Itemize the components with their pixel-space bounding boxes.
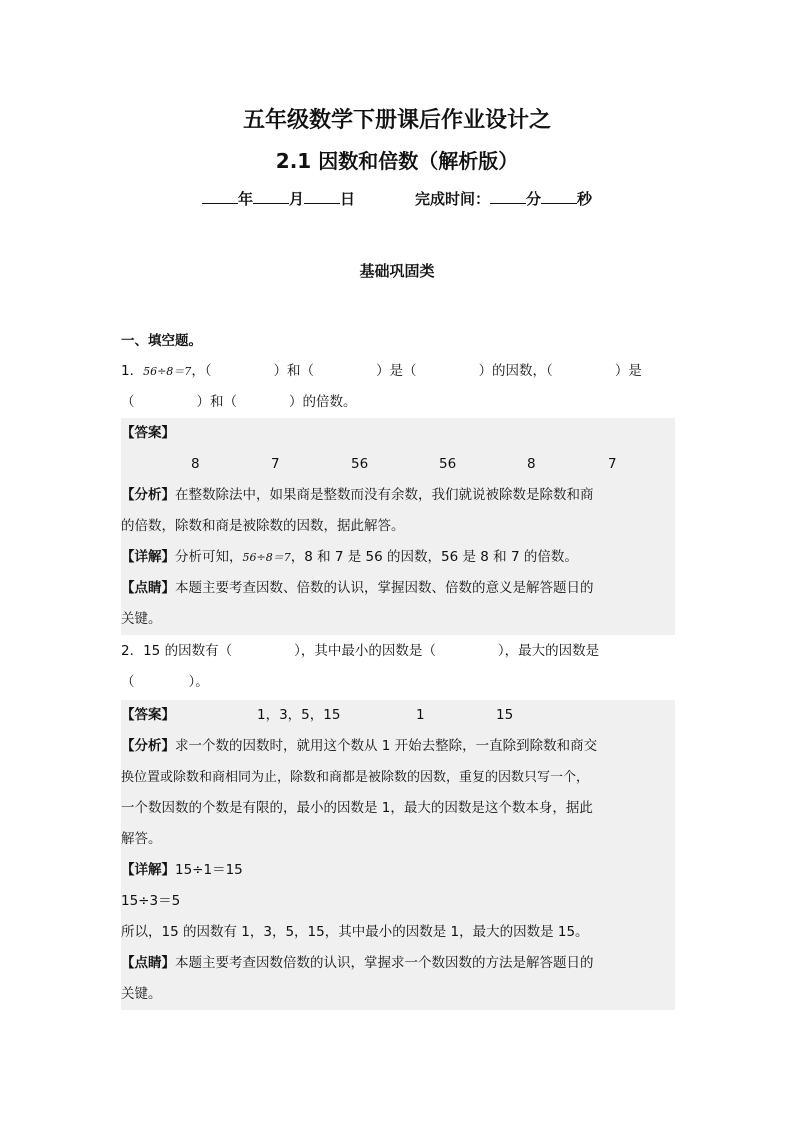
q2-line2: （ ）。	[121, 674, 209, 690]
q1-answer-label-row: 【答案】	[121, 418, 675, 449]
q2-line1: 2．15 的因数有（ ），其中最小的因数是（ ），最大的因数是	[121, 643, 600, 659]
q2-analysis-line1: 【分析】求一个数的因数时，就用这个数从 1 开始去整除，一直除到除数和商交	[121, 731, 675, 762]
q1-detail: 【详解】分析可知，56÷8＝7，8 和 7 是 56 的因数，56 是 8 和 7 的倍数。	[121, 542, 675, 573]
q1-line2: （ ）和（ ）的倍数。	[121, 394, 357, 410]
year-blank[interactable]	[202, 189, 238, 204]
time-label: 完成时间：	[415, 190, 491, 208]
q2-analysis-line3: 一个数因数的个数是有限的，最小的因数是 1，最大的因数是这个数本身，据此	[121, 793, 675, 824]
q1-answer-1: 8	[191, 456, 200, 472]
q1-answer-6: 7	[608, 456, 617, 472]
month-label: 月	[288, 190, 304, 208]
q2-point-line2: 关键。	[121, 979, 675, 1010]
q1-answer-2: 7	[271, 456, 280, 472]
section-title: 基础巩固类	[359, 262, 435, 280]
q2-point-line1: 【点睛】本题主要考查因数倍数的认识，掌握求一个数因数的方法是解答题日的	[121, 948, 675, 979]
q1-point-line2: 关键。	[121, 604, 675, 635]
minute-blank[interactable]	[490, 189, 526, 204]
q2-answer-1: 1，3，5，15	[257, 707, 341, 723]
second-label: 秒	[577, 190, 593, 208]
second-blank[interactable]	[541, 189, 577, 204]
day-blank[interactable]	[304, 189, 340, 204]
q2-detail-line3: 所以，15 的因数有 1，3，5，15，其中最小的因数是 1，最大的因数是 15。	[121, 917, 675, 948]
q1-answer-3: 56	[351, 456, 369, 472]
part-title: 一、填空题。	[121, 333, 202, 349]
year-label: 年	[237, 190, 253, 208]
month-blank[interactable]	[253, 189, 289, 204]
q2-answer-row: 【答案】 1，3，5，15 1 15	[121, 700, 675, 731]
day-label: 日	[339, 190, 355, 208]
q1-answer-values	[121, 449, 675, 480]
q1-point-line1: 【点睛】本题主要考查因数、倍数的认识，掌握因数、倍数的意义是解答题日的	[121, 573, 675, 604]
q1-equation: 56÷8＝7	[143, 365, 192, 378]
q2-analysis-line4: 解答。	[121, 824, 675, 855]
q2-answer-3: 15	[496, 707, 514, 723]
q1-answer-4: 56	[439, 456, 457, 472]
date-time-line	[0, 188, 794, 209]
q1-analysis-line2: 的倍数，除数和商是被除数的因数，据此解答。	[121, 511, 675, 542]
q1-analysis-line1: 【分析】在整数除法中，如果商是整数而没有余数，我们就说被除数是除数和商	[121, 480, 675, 511]
q2-analysis-line2: 换位置或除数和商相同为止，除数和商都是被除数的因数，重复的因数只写一个，	[121, 762, 675, 793]
q2-detail-line1: 【详解】15÷1＝15	[121, 855, 675, 886]
q2-detail-line2: 15÷3＝5	[121, 886, 675, 917]
doc-title-line1: 五年级数学下册课后作业设计之	[242, 108, 551, 133]
doc-title-line2: 2.1 因数和倍数（解析版）	[275, 149, 519, 173]
minute-label: 分	[526, 190, 542, 208]
q1-answer-5: 8	[527, 456, 536, 472]
q2-answer-2: 1	[416, 707, 425, 723]
q1-line1: 1．56÷8＝7，（ ）和（ ）是（ ）的因数，（ ）是	[121, 363, 642, 379]
